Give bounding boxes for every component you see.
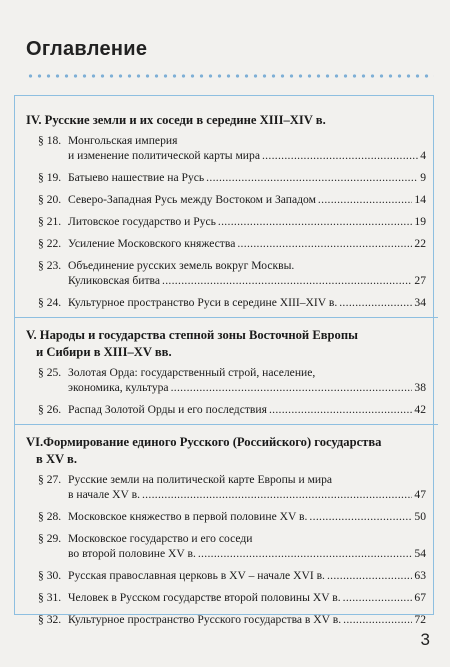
toc-entry[interactable]	[38, 170, 426, 185]
entry-title: Московское княжество в первой половине XV в.	[68, 510, 308, 523]
toc-section	[26, 112, 426, 310]
section-title-line: в XV в.	[36, 452, 78, 466]
entry-page: 63	[414, 569, 426, 582]
toc-entry[interactable]	[38, 612, 426, 627]
section-separator	[14, 317, 438, 318]
toc-section	[26, 327, 426, 417]
toc-entry[interactable]	[38, 509, 426, 524]
entry-title: Культурное пространство Русского государства в XV в.	[68, 613, 342, 626]
entry-title: Человек в Русском государстве второй половины XV в.	[68, 591, 341, 604]
section-title	[26, 112, 426, 129]
toc-entry[interactable]	[38, 214, 426, 229]
dot-leader	[206, 170, 418, 185]
paragraph-number: § 25.	[38, 366, 62, 379]
entry-page: 38	[414, 381, 426, 394]
entry-page: 67	[414, 591, 426, 604]
entry-title: Куликовская битва	[68, 274, 161, 287]
dot-leader	[343, 590, 413, 605]
dot-leader	[162, 273, 412, 288]
entry-title: Распад Золотой Орды и его последствия	[68, 403, 267, 416]
section-title-line: IV. Русские земли и их соседи в середине XIII–XIV в.	[26, 113, 326, 127]
entry-title: в начале XV в.	[68, 488, 140, 501]
toc-entry[interactable]	[38, 133, 426, 163]
entry-title: Батыево нашествие на Русь	[68, 171, 205, 184]
toc-entry[interactable]	[38, 531, 426, 561]
dot-leader	[171, 380, 413, 395]
entry-title: Культурное пространство Руси в середине XIII–XIV в.	[68, 296, 338, 309]
section-title	[26, 434, 426, 468]
section-title-line: и Сибири в XIII–XV вв.	[36, 345, 172, 359]
entry-title: Усиление Московского княжества	[68, 237, 236, 250]
entry-page: 34	[414, 296, 426, 309]
entry-page: 14	[414, 193, 426, 206]
paragraph-number: § 27.	[38, 473, 62, 486]
entry-page: 42	[414, 403, 426, 416]
toc-entry[interactable]	[38, 568, 426, 583]
paragraph-number: § 26.	[38, 403, 62, 416]
page-title: Оглавление	[26, 38, 148, 60]
paragraph-number: § 21.	[38, 215, 62, 228]
paragraph-number: § 31.	[38, 591, 62, 604]
paragraph-number: § 22.	[38, 237, 62, 250]
dot-leader	[262, 148, 418, 163]
entry-title: Золотая Орда: государственный строй, население,	[68, 366, 316, 379]
entry-page: 54	[414, 547, 426, 560]
entry-page: 50	[414, 510, 426, 523]
paragraph-number: § 19.	[38, 171, 62, 184]
entry-page: 4	[420, 149, 426, 162]
toc-entry[interactable]	[38, 472, 426, 502]
toc-entry[interactable]	[38, 258, 426, 288]
dot-leader	[218, 214, 413, 229]
entry-title: Литовское государство и Русь	[68, 215, 216, 228]
section-title-line: V. Народы и государства степной зоны Восточной Европы	[26, 328, 358, 342]
toc-entry[interactable]	[38, 192, 426, 207]
entry-title: во второй половине XV в.	[68, 547, 196, 560]
toc-entry[interactable]	[38, 365, 426, 395]
entry-page: 9	[420, 171, 426, 184]
paragraph-number: § 32.	[38, 613, 62, 626]
table-of-contents	[26, 112, 426, 634]
page-number: 3	[420, 630, 430, 649]
entry-page: 19	[414, 215, 426, 228]
section-title-line: VI.Формирование единого Русского (Российского) государства	[26, 435, 382, 449]
toc-entry[interactable]	[38, 295, 426, 310]
entry-title: экономика, культура	[68, 381, 169, 394]
entry-title: Русская православная церковь в XV – начале XVI в.	[68, 569, 325, 582]
paragraph-number: § 28.	[38, 510, 62, 523]
paragraph-number: § 29.	[38, 532, 62, 545]
paragraph-number: § 20.	[38, 193, 62, 206]
dot-leader	[269, 402, 412, 417]
entry-page: 27	[414, 274, 426, 287]
dot-leader	[343, 612, 412, 627]
dot-leader	[237, 236, 412, 251]
paragraph-number: § 18.	[38, 134, 62, 147]
entry-title: и изменение политической карты мира	[68, 149, 260, 162]
entry-title: Русские земли на политической карте Европы и мира	[68, 473, 333, 486]
entry-title: Северо-Западная Русь между Востоком и Западом	[68, 193, 316, 206]
toc-entry[interactable]	[38, 236, 426, 251]
dot-leader	[198, 546, 413, 561]
paragraph-number: § 24.	[38, 296, 62, 309]
entry-page: 22	[414, 237, 426, 250]
dot-leader	[309, 509, 412, 524]
entry-page: 47	[414, 488, 426, 501]
entry-page: 72	[414, 613, 426, 626]
section-title	[26, 327, 426, 361]
paragraph-number: § 23.	[38, 259, 62, 272]
dot-leader	[327, 568, 412, 583]
toc-entry[interactable]	[38, 402, 426, 417]
toc-section	[26, 434, 426, 627]
dot-leader	[142, 487, 412, 502]
dot-leader	[318, 192, 412, 207]
section-separator	[14, 424, 438, 425]
entry-title: Монгольская империя	[68, 134, 178, 147]
dotted-divider	[26, 72, 434, 80]
dot-leader	[339, 295, 412, 310]
paragraph-number: § 30.	[38, 569, 62, 582]
entry-title: Московское государство и его соседи	[68, 532, 253, 545]
toc-entry[interactable]	[38, 590, 426, 605]
entry-title: Объединение русских земель вокруг Москвы.	[68, 259, 295, 272]
